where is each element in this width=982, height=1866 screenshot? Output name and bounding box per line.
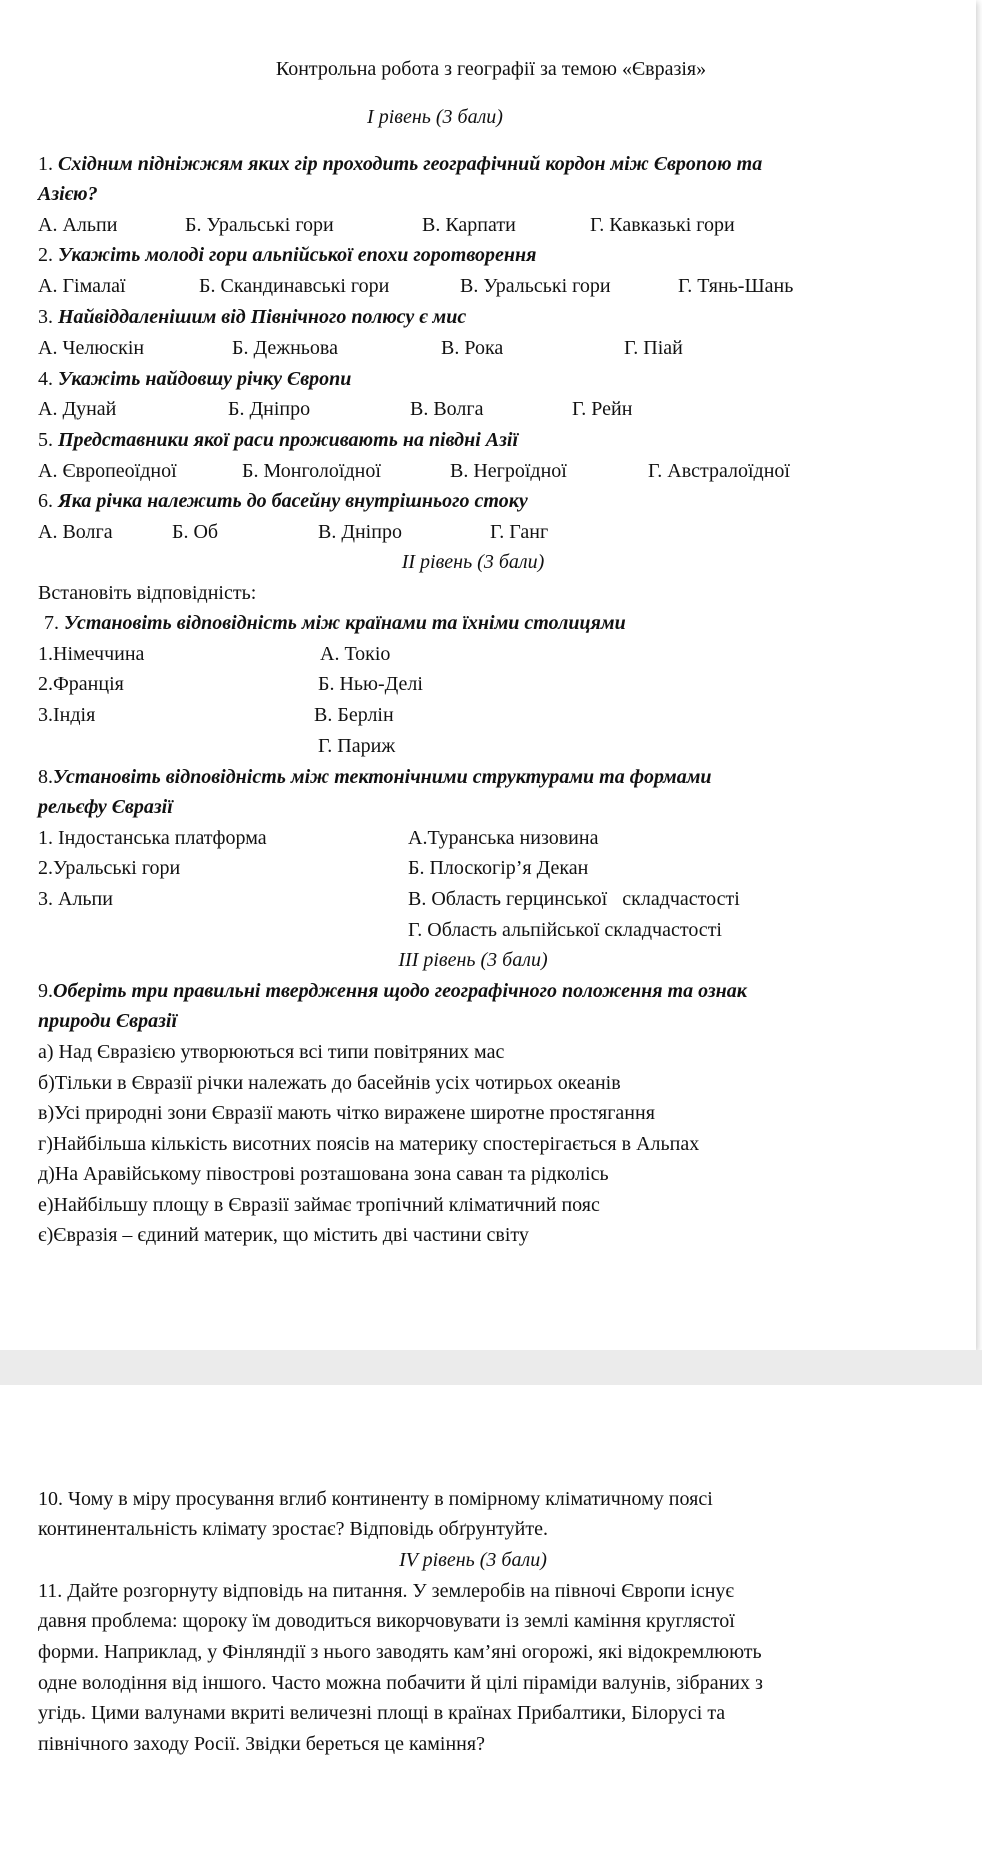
q5-option-b: Б. Монголоїдної [242, 460, 381, 482]
q6-option-b: Б. Об [172, 521, 219, 543]
question-11-line-2: давня проблема: щороку їм доводиться викорчовувати із землі каміння круглястої [38, 1610, 735, 1632]
q7-right-d: Г. Париж [318, 735, 396, 757]
level-3-heading: ІІІ рівень (3 бали) [398, 949, 548, 971]
question-2 [38, 242, 536, 268]
question-8-text-cont: рельєфу Євразії [38, 796, 173, 818]
question-3 [38, 304, 466, 330]
q7-left-2: 2.Франція [38, 673, 124, 695]
level-4-heading: IV рівень (3 бали) [399, 1549, 547, 1571]
question-number: 1. [38, 153, 58, 175]
question-10-line-2: континентальність клімату зростає? Відповідь обґрунтуйте. [38, 1518, 548, 1540]
q4-option-b: Б. Дніпро [228, 398, 311, 420]
q7-right-c: В. Берлін [314, 704, 394, 726]
question-text: Найвіддаленішим від Північного полюсу є мис [58, 306, 467, 328]
q2-option-a: А. Гімалаї [38, 275, 126, 297]
page-title: Контрольна робота з географії за темою «Євразія» [275, 58, 707, 80]
question-number: 5. [38, 429, 58, 451]
question-9-text-cont: природи Євразії [38, 1010, 178, 1032]
question-text: Укажіть найдовшу річку Європи [58, 368, 352, 390]
level-1-heading: І рівень (3 бали) [367, 106, 503, 128]
question-text: Установіть відповідність між тектонічними структурами та формами [53, 766, 712, 788]
q7-left-1: 1.Німеччина [38, 643, 145, 665]
q9-item-f: е)Найбільшу площу в Євразії займає тропічний кліматичний пояс [38, 1194, 600, 1216]
q4-option-a: А. Дунай [38, 398, 117, 420]
q7-right-b: Б. Нью-Делі [318, 673, 423, 695]
q4-option-d: Г. Рейн [572, 398, 633, 420]
q1-option-d: Г. Кавказькі гори [590, 214, 735, 236]
q8-right-c: В. Область герцинської складчастості [408, 888, 740, 910]
q9-item-c: в)Усі природні зони Євразії мають чітко виражене широтне простягання [38, 1102, 655, 1124]
question-number: 8. [38, 766, 53, 788]
question-8 [38, 764, 712, 790]
question-11-line-4: одне володіння від іншого. Часто можна побачити й цілі піраміди валунів, зібраних з [38, 1672, 763, 1694]
question-number: 6. [38, 490, 58, 512]
q1-option-a: А. Альпи [38, 214, 118, 236]
question-4 [38, 366, 351, 392]
q2-option-c: В. Уральські гори [460, 275, 611, 297]
q8-left-1: 1. Індостанська платформа [38, 827, 267, 849]
q6-option-d: Г. Ганг [490, 521, 549, 543]
question-6 [38, 488, 528, 514]
question-1-text-cont: Азією? [38, 183, 98, 205]
question-11-line-6: північного заходу Росії. Звідки береться це каміння? [38, 1733, 485, 1755]
q3-option-a: А. Челюскін [38, 337, 145, 359]
q3-option-d: Г. Піай [624, 337, 683, 359]
q8-left-2: 2.Уральські гори [38, 857, 181, 879]
question-text: Установіть відповідність між країнами та їхніми столицями [64, 612, 626, 634]
q1-option-b: Б. Уральські гори [185, 214, 334, 236]
question-text: Укажіть молоді гори альпійської епохи горотворення [58, 244, 537, 266]
q5-option-c: В. Негроїдної [450, 460, 567, 482]
question-number: 2. [38, 244, 58, 266]
q8-left-3: 3. Альпи [38, 888, 113, 910]
q5-option-d: Г. Австралоїдної [648, 460, 790, 482]
q2-option-d: Г. Тянь-Шань [678, 275, 794, 297]
q7-right-a: А. Токіо [320, 643, 391, 665]
q5-option-a: А. Європеоїдної [38, 460, 177, 482]
question-7 [44, 610, 626, 636]
page-separator [0, 1350, 982, 1385]
question-number: 9. [38, 980, 53, 1002]
q1-option-c: В. Карпати [422, 214, 516, 236]
question-1 [38, 151, 762, 177]
question-10-line-1: 10. Чому в міру просування вглиб континенту в помірному кліматичному поясі [38, 1488, 713, 1510]
q4-option-c: В. Волга [410, 398, 484, 420]
level-2-heading: ІІ рівень (3 бали) [401, 551, 545, 573]
q6-option-a: А. Волга [38, 521, 113, 543]
q6-option-c: В. Дніпро [318, 521, 402, 543]
q3-option-c: В. Рока [441, 337, 504, 359]
q8-right-a: А.Туранська низовина [408, 827, 599, 849]
question-9 [38, 978, 747, 1004]
question-11-line-1: 11. Дайте розгорнуту відповідь на питання. У землеробів на півночі Європи існує [38, 1580, 734, 1602]
q9-item-a: а) Над Євразією утворюються всі типи повітряних мас [38, 1041, 505, 1063]
page-2 [0, 1385, 982, 1866]
question-5 [38, 427, 518, 453]
q9-item-e: д)На Аравійському півострові розташована зона саван та рідколісь [38, 1163, 609, 1185]
q9-item-g: є)Євразія – єдиний материк, що містить дві частини світу [38, 1224, 529, 1246]
question-text: Оберіть три правильні твердження щодо географічного положення та ознак [53, 980, 747, 1002]
question-11-line-5: угідь. Цими валунами вкриті величезні площі в країнах Прибалтики, Білорусі та [38, 1702, 726, 1724]
q7-left-3: 3.Індія [38, 704, 96, 726]
question-11-line-3: форми. Наприклад, у Фінляндії з нього заводять кам’яні огорожі, які відокремлюють [38, 1641, 762, 1663]
q9-item-b: б)Тільки в Євразії річки належать до басейнів усіх чотирьох океанів [38, 1072, 621, 1094]
q8-right-b: Б. Плоскогір’я Декан [408, 857, 589, 879]
question-text: Представники якої раси проживають на півдні Азії [58, 429, 519, 451]
matching-intro: Встановіть відповідність: [38, 582, 257, 604]
q2-option-b: Б. Скандинавські гори [199, 275, 390, 297]
question-text: Яка річка належить до басейну внутрішнього стоку [58, 490, 528, 512]
q9-item-d: г)Найбільша кількість висотних поясів на материку спостерігається в Альпах [38, 1133, 700, 1155]
question-number: 3. [38, 306, 58, 328]
question-number: 7. [44, 612, 64, 634]
question-number: 4. [38, 368, 58, 390]
question-text: Східним підніжжям яких гір проходить географічний кордон між Європою та [58, 153, 763, 175]
q3-option-b: Б. Дежньова [232, 337, 338, 359]
q8-right-d: Г. Область альпійської складчастості [408, 919, 722, 941]
